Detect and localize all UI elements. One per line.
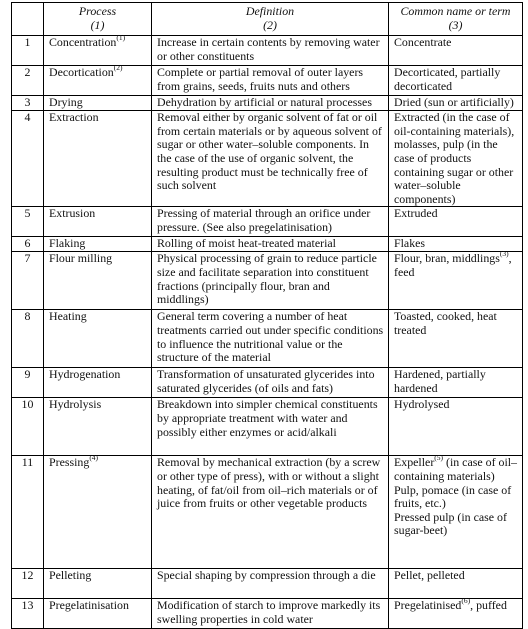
process-name: Extrusion xyxy=(44,207,152,237)
term-text-suffix: , puffed xyxy=(470,598,507,613)
footnote-marker: (6) xyxy=(461,596,471,606)
term-paragraph-oil xyxy=(394,453,518,483)
process-name: Flaking xyxy=(44,237,152,252)
process-name: Hydrolysis xyxy=(44,398,152,456)
footnote-marker: (1) xyxy=(116,33,126,43)
definition-cell: Modification of starch to improve markedly its swelling properties in cold water xyxy=(152,599,389,629)
row-number: 11 xyxy=(12,456,44,569)
feed-process-table xyxy=(11,2,523,629)
definition-cell: Rolling of moist heat-treated material xyxy=(152,237,389,252)
document-page xyxy=(11,2,523,629)
footnote-marker: (4) xyxy=(89,453,99,463)
term-cell: Dried (sun or artificially) xyxy=(389,96,523,111)
process-name: Flour milling xyxy=(44,252,152,310)
process-name: Drying xyxy=(44,96,152,111)
row-number: 13 xyxy=(12,599,44,629)
term-paragraph-fruit: Pulp, pomace (in case of fruits, etc.) xyxy=(394,482,512,511)
definition-cell: Removal by mechanical extraction (by a screw or other type of press), with or without a slight heating, of fat/oil from oil–rich materials or of juice from fruits or other vegetable products xyxy=(152,456,389,569)
row-number: 6 xyxy=(12,237,44,252)
table-row xyxy=(12,207,523,237)
row-number: 7 xyxy=(12,252,44,310)
process-name: Pelleting xyxy=(44,569,152,599)
definition-cell: Special shaping by compression through a die xyxy=(152,569,389,599)
process-label: Concentration xyxy=(49,35,117,50)
process-label: Pressing xyxy=(49,455,90,470)
table-row xyxy=(12,252,523,310)
row-number: 10 xyxy=(12,398,44,456)
header-process-sub: (1) xyxy=(90,17,105,32)
process-name: Pregelatinisation xyxy=(44,599,152,629)
term-cell xyxy=(389,453,523,569)
process-name xyxy=(44,453,152,569)
table-row xyxy=(12,111,523,207)
footnote-marker: (3) xyxy=(499,249,509,259)
header-term-title: Common name or term xyxy=(400,4,511,18)
header-term xyxy=(389,3,523,36)
term-cell: Decorticated, partially decorticated xyxy=(389,66,523,96)
table-row xyxy=(12,96,523,111)
header-definition xyxy=(152,3,389,36)
header-number xyxy=(12,3,44,36)
row-number: 5 xyxy=(12,207,44,237)
row-number: 12 xyxy=(12,569,44,599)
term-cell: Extracted (in the case of oil-containing materials), molasses, pulp (in the case of products containing sugar or other water–soluble components) xyxy=(389,111,523,207)
header-term-sub: (3) xyxy=(448,17,463,32)
table-row xyxy=(12,36,523,66)
definition-cell: Breakdown into simpler chemical constituents by appropriate treatment with water and possibly either enzymes or acid/alkali xyxy=(152,398,389,456)
definition-cell: General term covering a number of heat treatments carried out under specific conditions to influence the nutritional value or the structure of the material xyxy=(152,310,389,368)
definition-cell: Physical processing of grain to reduce particle size and facilitate separation into constituent fractions (principally flour, bran and middlings) xyxy=(152,252,389,310)
row-number: 4 xyxy=(12,111,44,207)
table-row xyxy=(12,310,523,368)
term-cell: Concentrate xyxy=(389,36,523,66)
header-definition-title: Definition xyxy=(245,4,295,18)
term-cell: Hydrolysed xyxy=(389,398,523,456)
table-row xyxy=(12,569,523,599)
row-number: 3 xyxy=(12,96,44,111)
definition-cell: Removal either by organic solvent of fat or oil from certain materials or by aqueous solvent of sugar or other water–soluble components. In the case of the use of organic solvent, the resulting product must be technically free of such solvent xyxy=(152,111,389,207)
table-row xyxy=(12,368,523,398)
term-cell: Pellet, pelleted xyxy=(389,569,523,599)
term-cell: Toasted, cooked, heat treated xyxy=(389,310,523,368)
term-text: Pregelatinised xyxy=(394,598,462,613)
table-row xyxy=(12,398,523,456)
row-number: 8 xyxy=(12,310,44,368)
row-number: 9 xyxy=(12,368,44,398)
process-name: Heating xyxy=(44,310,152,368)
row-number: 2 xyxy=(12,66,44,96)
process-name: Extraction xyxy=(44,111,152,207)
process-name: Hydrogenation xyxy=(44,368,152,398)
term-text: Flour, bran, middlings xyxy=(394,251,500,266)
term-cell: Hardened, partially hardened xyxy=(389,368,523,398)
table-row xyxy=(12,237,523,252)
table-row xyxy=(12,456,523,569)
definition-cell: Transformation of unsaturated glycerides into saturated glycerides (of oils and fats) xyxy=(152,368,389,398)
process-name xyxy=(44,63,152,96)
process-label: Decortication xyxy=(49,65,114,80)
header-definition-sub: (2) xyxy=(263,17,277,32)
process-name xyxy=(44,33,152,66)
definition-cell: Pressing of material through an orifice under pressure. (See also pregelatinisation) xyxy=(152,207,389,237)
term-cell: Flakes xyxy=(389,237,523,252)
header-process xyxy=(44,3,152,36)
row-number: 1 xyxy=(12,36,44,66)
term-text-suffix: (in case of oil–containing materials) xyxy=(394,455,517,483)
definition-cell: Complete or partial removal of outer layers from grains, seeds, fruits nuts and others xyxy=(152,66,389,96)
term-text-suffix: , feed xyxy=(394,251,512,279)
definition-cell: Dehydration by artificial or natural processes xyxy=(152,96,389,111)
footnote-marker: (5) xyxy=(434,453,444,463)
definition-cell: Increase in certain contents by removing water or other constituents xyxy=(152,36,389,66)
term-cell xyxy=(389,249,523,310)
header-row xyxy=(12,3,523,36)
table-row xyxy=(12,66,523,96)
term-cell: Extruded xyxy=(389,207,523,237)
footnote-marker: (2) xyxy=(113,63,123,73)
header-process-title: Process xyxy=(78,4,117,18)
term-text: Expeller xyxy=(394,455,435,470)
term-paragraph-beet: Pressed pulp (in case of sugar-beet) xyxy=(394,509,507,538)
